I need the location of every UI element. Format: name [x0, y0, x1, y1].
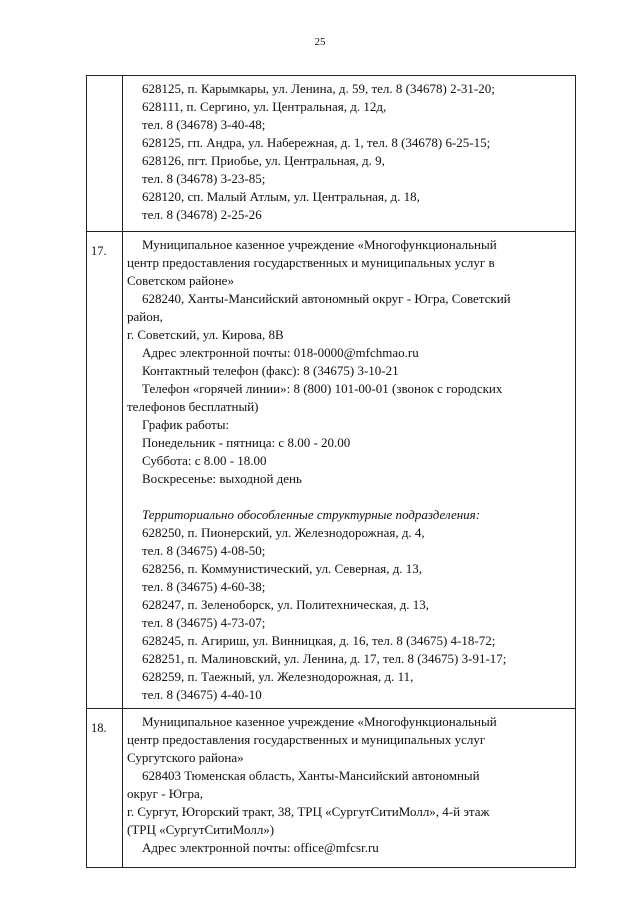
address-line: 628403 Тюменская область, Ханты-Мансийский автономный [142, 768, 480, 783]
subdivision-line: тел. 8 (34675) 4-73-07; [142, 615, 266, 630]
subdivision-line: 628250, п. Пионерский, ул. Железнодорожная, д. 4, [142, 525, 425, 540]
schedule-line: Суббота: с 8.00 - 18.00 [142, 453, 267, 468]
phone-line: Контактный телефон (факс): 8 (34675) 3-10-21 [142, 363, 399, 378]
institutions-table [86, 75, 576, 868]
page-number: 25 [314, 36, 326, 48]
address-line: (ТРЦ «СургутСитиМолл») [127, 822, 275, 837]
institution-name-line: Муниципальное казенное учреждение «Многофункциональный [142, 714, 497, 729]
institution-name-line: Советском районе» [127, 273, 234, 288]
subdivision-line: тел. 8 (34675) 4-60-38; [142, 579, 266, 594]
row-number: 18. [87, 709, 123, 868]
row-number: 17. [87, 232, 123, 709]
text-line: 628111, п. Сергино, ул. Центральная, д. 12д, [142, 99, 387, 114]
address-line: г. Советский, ул. Кирова, 8В [127, 327, 284, 342]
institution-name-line: центр предоставления государственных и муниципальных услуг [127, 732, 486, 747]
address-line: округ - Югра, [127, 786, 204, 801]
email-line: Адрес электронной почты: 018-0000@mfchmao.ru [142, 345, 419, 360]
schedule-line: Воскресенье: выходной день [142, 471, 302, 486]
address-line: г. Сургут, Югорский тракт, 38, ТРЦ «СургутСитиМолл», 4-й этаж [127, 804, 490, 819]
row-number [87, 76, 123, 232]
subdivision-line: 628245, п. Агириш, ул. Винницкая, д. 16, тел. 8 (34675) 4-18-72; [142, 633, 496, 648]
subdivision-line: 628256, п. Коммунистический, ул. Северная, д. 13, [142, 561, 423, 576]
subdivisions-heading: Территориально обособленные структурные подразделения: [142, 507, 481, 522]
email-line: Адрес электронной почты: office@mfcsr.ru [142, 840, 379, 855]
subdivision-line: 628251, п. Малиновский, ул. Ленина, д. 17, тел. 8 (34675) 3-91-17; [142, 651, 507, 666]
institution-name-line: Муниципальное казенное учреждение «Многофункциональный [142, 237, 497, 252]
text-line: 628126, пгт. Приобье, ул. Центральная, д. 9, [142, 153, 385, 168]
row-content [123, 76, 576, 232]
text-line: 628125, п. Карымкары, ул. Ленина, д. 59, тел. 8 (34678) 2-31-20; [142, 81, 495, 96]
table-row [87, 709, 576, 868]
subdivision-line: тел. 8 (34675) 4-40-10 [142, 687, 262, 702]
text-line: 628120, сп. Малый Атлым, ул. Центральная, д. 18, [142, 189, 420, 204]
hotline-line: телефонов бесплатный) [127, 399, 259, 414]
address-line: район, [127, 309, 163, 324]
subdivision-line: 628259, п. Таежный, ул. Железнодорожная, д. 11, [142, 669, 414, 684]
text-line: тел. 8 (34678) 3-40-48; [142, 117, 266, 132]
row-content [123, 709, 576, 868]
institution-name-line: центр предоставления государственных и муниципальных услуг в [127, 255, 495, 270]
row-content [123, 232, 576, 709]
schedule-line: Понедельник - пятница: с 8.00 - 20.00 [142, 435, 351, 450]
address-line: 628240, Ханты-Мансийский автономный округ - Югра, Советский [142, 291, 511, 306]
hotline-line: Телефон «горячей линии»: 8 (800) 101-00-01 (звонок с городских [142, 381, 503, 396]
table-row [87, 232, 576, 709]
schedule-heading: График работы: [142, 417, 230, 432]
table-row [87, 76, 576, 232]
subdivision-line: 628247, п. Зеленоборск, ул. Политехническая, д. 13, [142, 597, 430, 612]
text-line: тел. 8 (34678) 2-25-26 [142, 207, 262, 222]
text-line: тел. 8 (34678) 3-23-85; [142, 171, 266, 186]
text-line: 628125, гп. Андра, ул. Набережная, д. 1, тел. 8 (34678) 6-25-15; [142, 135, 491, 150]
subdivision-line: тел. 8 (34675) 4-08-50; [142, 543, 266, 558]
institution-name-line: Сургутского района» [127, 750, 244, 765]
